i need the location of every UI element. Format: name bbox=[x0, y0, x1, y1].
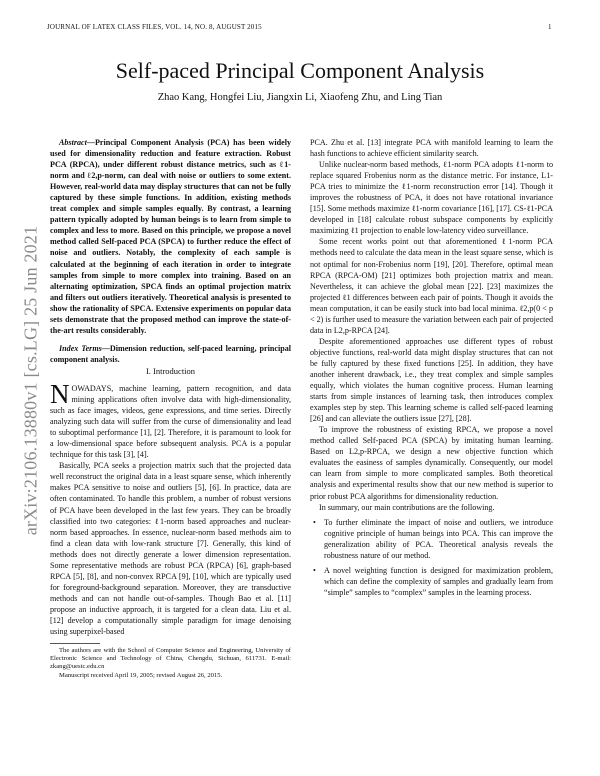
index-terms-label: Index Terms bbox=[59, 343, 102, 353]
footnote-affiliation: The authors are with the School of Computer Science and Engineering, University of Electronic Science and Technology of China, Chengdu, Sichuan, 611731. E-mail: zkang@uestc.edu.cn bbox=[50, 647, 291, 671]
running-header: JOURNAL OF LATEX CLASS FILES, VOL. 14, NO. 8, AUGUST 2015 bbox=[47, 23, 262, 31]
paragraph-pca: Basically, PCA seeks a projection matrix such that the projected data well reconstruct the original data in a least square sense, which inherently makes PCA sensitive to noise and outliers [5], [6]. In practice, data are often contaminated. To handle this problem, a number of robust versions of PCA have been developed in the last few years. They can be broadly classified into two categories: ℓ1-norm based approaches and nuclear-norm based approaches. In essence, nuclear-norm based methods aim to find a clean data with low-rank structure [7]. Generally, this kind of methods does not directly generate a lower dimension representation. Some representative methods are robust PCA (RPCA) [6], graph-based RPCA [5], [8], and non-convex RPCA [9], [10], which are typically used for foreground-background separation. Moreover, they are transductive methods and can not handle out-of-samples. Though Bao et al. [11] propose an inductive approach, it is targeted for a clean data. Liu et al. [12] develop a computationally simple paradigm for image denoising using superpixel-based bbox=[50, 461, 291, 637]
abstract bbox=[50, 137, 291, 336]
footnote-manuscript: Manuscript received April 19, 2005; revised August 26, 2015. bbox=[59, 671, 223, 679]
contribution-item: • A novel weighting function is designed for maximization problem, which can define the complexity of samples and gradually learn from “simple” samples to “complex” samples in the learning process. bbox=[310, 565, 553, 598]
arxiv-stamp bbox=[11, 190, 41, 570]
footnote-rule bbox=[50, 643, 100, 644]
right-column bbox=[310, 137, 553, 602]
paragraph-proposal: To improve the robustness of existing RPCA, we propose a novel method called Self-paced PCA (SPCA) by imitating human learning. Based on L2,p-RPCA, we design a new objective function which evaluates the easiness of samples dynamically. Consequently, our model can learn from simple to more complicated samples. Both theoretical analysis and experimental results show that our new method is superior to prior robust PCA algorithms for dimensionality reduction. bbox=[310, 425, 553, 501]
abstract-text: —Principal Component Analysis (PCA) has been widely used for dimensionality reduction and feature extraction. Robust PCA (RPCA), under different robust distance metrics, such as ℓ1-norm and ℓ2,p-norm, can deal with noise or outliers to some extent. However, real-world data may display structures that can not be fully captured by these simple functions. In addition, existing methods treat complex and simple samples equally. By contrast, a learning pattern typically adopted by human beings is to learn from simple to complex and less to more. Based on this principle, we propose a novel method called Self-paced PCA (SPCA) to further reduce the effect of noise and outliers. Notably, the complexity of each sample is calculated at the beginning of each iteration in order to integrate samples from simple to more complex into training. Based on an alternating optimization, SPCA finds an optimal projection matrix and filters out outliers iteratively. Theoretical analysis is presented to show the rationality of SPCA. Extensive experiments on popular data sets demonstrate that the proposed method can improve the state-of-the-art results considerably. bbox=[50, 138, 291, 335]
arxiv-stamp-text: arXiv:2106.13880v1 [cs.LG] 25 Jun 2021 bbox=[20, 225, 41, 536]
intro-paragraph bbox=[50, 378, 291, 460]
intro-first-word: OWADAYS, bbox=[71, 383, 114, 393]
section-heading: I. Introduction bbox=[145, 365, 196, 376]
intro-text: machine learning, pattern recognition, and data mining applications often involve data with high-dimensionality, such as face images, videos, gene expressions, and time series. Directly analyzing such data will suffer from the curse of dimensionality and lead to suboptimal performance [1], [2]. Therefore, it is paramount to look for a low-dimensional space before subsequent analysis. PCA is a popular technique for this task [3], [4]. bbox=[50, 383, 291, 460]
author-list: Zhao Kang, Hongfei Liu, Jiangxin Li, Xiaofeng Zhu, and Ling Tian bbox=[157, 92, 443, 103]
paragraph-l1-norm: Unlike nuclear-norm based methods, ℓ1-norm PCA adopts ℓ1-norm to replace squared Frobenius norm as the distance metric. For instance, L1-PCA tries to minimize the ℓ1-norm reconstruction error [14]. Though it improves the robustness of PCA, it does not have rotational invariance [15]. Some methods maximize ℓ1-norm covariance [16], [17]. CS-ℓ1-PCA developed in [18] calculate robust subspace components by explicitly maximizing ℓ1 projection to enable low-latency video surveillance. bbox=[310, 160, 553, 236]
paper-title: Self-paced Principal Component Analysis bbox=[115, 58, 485, 83]
abstract-label: Abstract bbox=[59, 138, 87, 147]
left-column bbox=[50, 137, 291, 680]
paragraph-continuation: PCA. Zhu et al. [13] integrate PCA with manifold learning to learn the hash functions to achieve efficient similarity search. bbox=[310, 138, 553, 159]
contribution-item: • To further eliminate the impact of noise and outliers, we introduce cognitive principle of human beings into PCA. This can improve the generalization ability of PCA. Theoretical analysis reveals the robustness nature of our method. bbox=[310, 517, 553, 561]
page-number: 1 bbox=[548, 23, 552, 31]
index-terms-text: —Dimension reduction, self-paced learning, principal component analysis. bbox=[50, 343, 291, 364]
paragraph-mean: Some recent works point out that aforementioned ℓ1-norm PCA methods need to calculate the data mean in the least square sense, which is not optimal for non-Frobenius norm [19], [20]. Therefore, optimal mean RPCA (RPCA-OM) [21] optimizes both projection matrix and mean. Nevertheless, it can achieve the global mean [22]. [23] maximizes the projected ℓ1 differences between each pair of points. Though it avoids the mean computation, it can be easily stuck into bad local minima. ℓ2,p(0 < p < 2) is further used to measure the variation between each pair of projected data in L2,p-RPCA [24]. bbox=[310, 237, 554, 335]
paragraph-self-paced: Despite aforementioned approaches use different types of robust objective functions, real-world data might display structures that can not be fully captured by these fixed functions [25]. In addition, they have another inherent drawback, i.e., they treat complex and simple samples equally, which violates the human cognitive process. Human learning starts from simple instances of learning task, then introduces complex examples step by step. This learning scheme is called self-paced learning [26] and can alleviate the outliers issue [27], [28]. bbox=[310, 336, 553, 424]
contribution-list bbox=[310, 517, 553, 598]
index-terms bbox=[50, 343, 291, 365]
footnotes bbox=[50, 647, 291, 680]
paragraph-summary: In summary, our main contributions are the following. bbox=[319, 502, 495, 512]
drop-cap: N bbox=[50, 378, 70, 409]
